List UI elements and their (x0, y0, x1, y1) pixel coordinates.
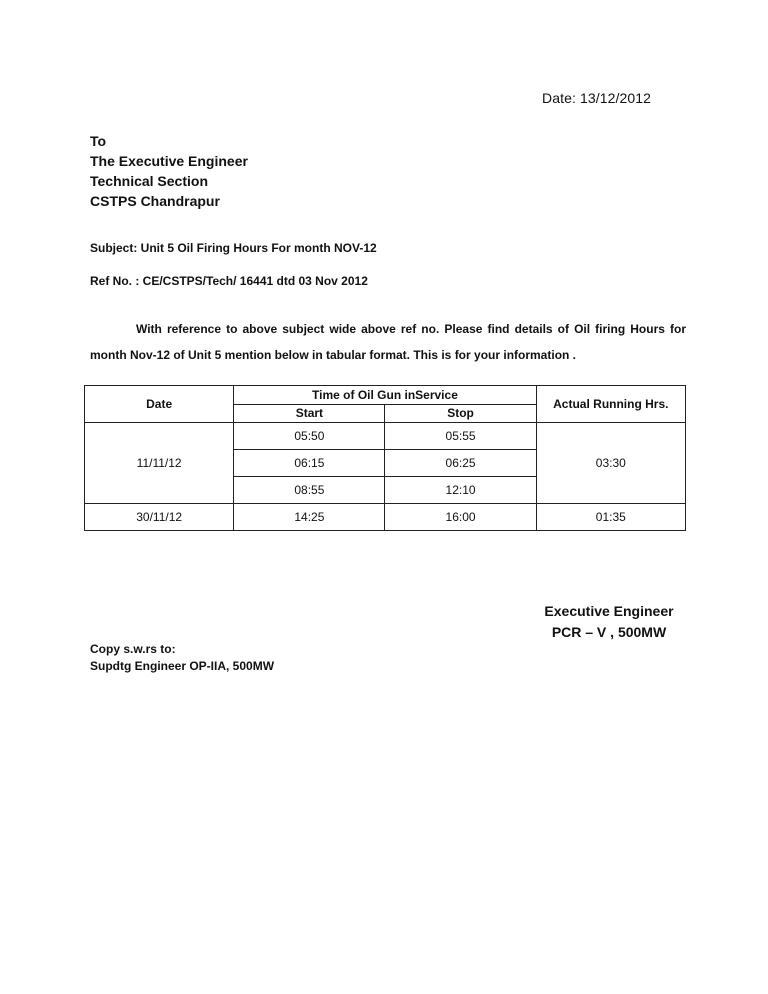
copy-label: Copy s.w.rs to: (90, 642, 176, 656)
cell-start: 06:15 (234, 450, 385, 477)
header-time-in-service: Time of Oil Gun inService (234, 386, 536, 405)
cell-date: 30/11/12 (85, 504, 234, 531)
to-label: To (90, 133, 107, 149)
reference-line: Ref No. : CE/CSTPS/Tech/ 16441 dtd 03 Nov 2012 (90, 274, 368, 288)
body-paragraph: With reference to above subject wide above ref no. Please find details of Oil firing Hours for month Nov-12 of Unit 5 mention below in tabular format. This is for your information . (90, 322, 686, 362)
cell-stop: 12:10 (385, 477, 536, 504)
addressee-block (90, 131, 248, 211)
signature-block (520, 601, 698, 643)
table-row (85, 423, 686, 450)
cell-stop: 05:55 (385, 423, 536, 450)
cell-stop: 06:25 (385, 450, 536, 477)
cell-actual: 03:30 (536, 423, 685, 504)
addressee-title: The Executive Engineer (90, 153, 248, 169)
subject-line: Subject: Unit 5 Oil Firing Hours For month NOV-12 (90, 241, 377, 255)
signature-unit: PCR – V , 500MW (551, 624, 667, 640)
cell-start: 14:25 (234, 504, 385, 531)
header-stop: Stop (385, 404, 536, 423)
cell-stop: 16:00 (385, 504, 536, 531)
table-row (85, 504, 686, 531)
copy-recipient: Supdtg Engineer OP-IIA, 500MW (90, 659, 275, 673)
header-date: Date (85, 386, 234, 423)
header-actual-running-hrs: Actual Running Hrs. (536, 386, 685, 423)
addressee-section: Technical Section (90, 173, 208, 189)
cell-start: 08:55 (234, 477, 385, 504)
addressee-place: CSTPS Chandrapur (90, 193, 220, 209)
signature-title: Executive Engineer (544, 603, 674, 619)
letter-date: Date: 13/12/2012 (542, 90, 652, 106)
copy-to-block (90, 641, 274, 675)
header-start: Start (234, 404, 385, 423)
cell-date: 11/11/12 (85, 423, 234, 504)
oil-firing-table (84, 385, 686, 531)
cell-actual: 01:35 (536, 504, 685, 531)
cell-start: 05:50 (234, 423, 385, 450)
table-header-row (85, 386, 686, 405)
